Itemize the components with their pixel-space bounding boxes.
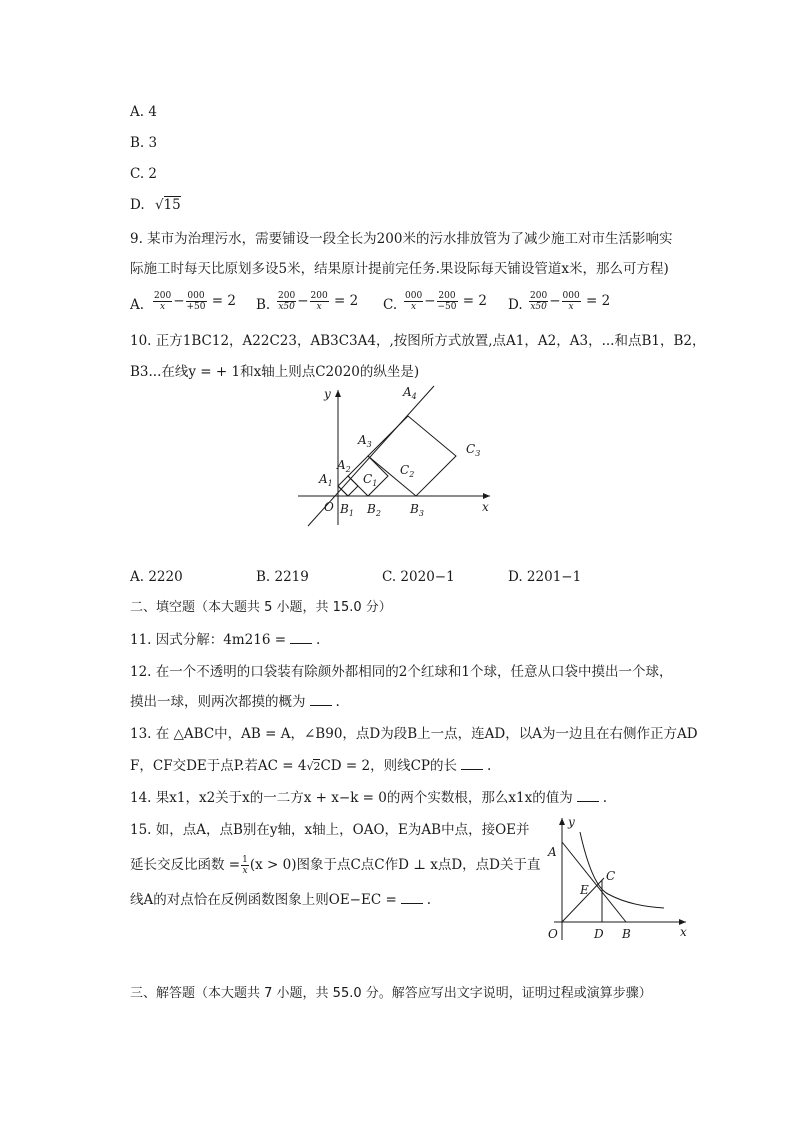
y-axis-arrow	[335, 390, 341, 397]
q10-option-c: C. 2020−1	[382, 569, 455, 585]
fig10-label-a1: $A_1$	[319, 472, 333, 488]
q9-opt-a-expr: $\frac{200}{x}$ − $\frac{000}{+50}$ = 2	[154, 291, 236, 312]
fig10-label-b3: $B_3$	[410, 502, 424, 518]
fig10-label-b1: $B_1$	[340, 502, 354, 518]
q13-line2-b: CD = 2，则线CP的长	[320, 758, 458, 774]
fig15-label-a: A	[548, 845, 557, 859]
fig15-label-e: E	[580, 883, 589, 897]
q15-period: .	[426, 892, 432, 908]
q9-opt-c-label: C.	[383, 297, 398, 313]
q10-figure	[290, 382, 500, 528]
q13-line2-a: F，CF交DE于点P.若AC = 4	[130, 758, 307, 774]
q13-blank	[461, 757, 483, 770]
q9-opt-b-expr: $\frac{200}{x50}$ − $\frac{200}{x}$ = 2	[278, 291, 359, 312]
fig15-label-b: B	[622, 927, 631, 941]
fig15-label-c: C	[606, 869, 616, 883]
fig15-y-axis-arrow	[559, 818, 565, 825]
fig10-label-o: O	[324, 500, 334, 514]
fig10-label-c1: $C_1$	[363, 472, 378, 488]
q14	[130, 789, 607, 807]
q10-option-b: B. 2219	[256, 569, 309, 585]
option-b: B. 3	[130, 135, 158, 151]
q9-opt-d-label: D.	[508, 297, 523, 313]
q10-option-d: D. 2201−1	[508, 569, 582, 585]
section-3-heading: 三、解答题（本大题共 7 小题，共 55.0 分。解答应写出文字说明，证明过程或演算步骤）	[130, 986, 652, 1001]
q13-line1: 13. 在 △ABC中，AB = A，∠B90，点D为段B上一点，连AD，以A为一边且在右侧作正方AD	[130, 726, 698, 742]
q14-text: 14. 果x1，x2关于x的一二方x + x−k = 0的两个实数根，那么x1x的值为	[130, 790, 573, 806]
q12-line2-text: 摸出一球，则两次都摸的概为	[130, 694, 306, 710]
q12-blank	[310, 693, 332, 706]
q13-sqrt-value: 2	[313, 760, 321, 773]
option-a: A. 4	[130, 104, 157, 120]
q11-period: .	[316, 632, 321, 648]
q12-period: .	[335, 694, 340, 710]
option-c: C. 2	[130, 166, 158, 182]
q15-line2	[130, 855, 541, 879]
fig15-segment-ab	[562, 842, 626, 922]
fig15-label-x: x	[680, 925, 687, 939]
q9-line1: 9. 某市为治理污水，需要铺设一段全长为200米的污水排放管为了减少施工对市生活影响实	[130, 231, 673, 247]
square-3	[368, 416, 456, 496]
q15-line3	[130, 891, 431, 909]
fig10-label-a4: $A_4$	[403, 385, 417, 401]
q9-opt-a-label: A.	[130, 297, 145, 313]
option-d-label: D.	[130, 197, 145, 213]
fig15-label-y: y	[568, 815, 575, 829]
sqrt-symbol: √	[154, 197, 164, 213]
q9-line2: 际施工时每天比原划多设5米，结果原计提前完任务.果设际每天铺设管道x米，那么可方程)	[130, 261, 669, 277]
q13-line2	[130, 757, 491, 776]
x-axis-arrow	[483, 493, 490, 499]
q15-line2-b: (x > 0)图象于点C点C作D ⊥ x点D，点D关于直	[249, 857, 541, 873]
q15-line1: 15. 如，点A，点B别在y轴，x轴上，OAO，E为AB中点，接OE并	[130, 822, 530, 838]
q11	[130, 631, 320, 649]
fig15-label-o: O	[548, 927, 558, 941]
fig10-label-b2: $B_2$	[367, 502, 381, 518]
q15-line3-text: 线A的对点恰在反例函数图象上则OE−EC =	[130, 892, 397, 908]
q10-line2: B3...在线y = + 1和x轴上则点C2020的纵坐是)	[130, 364, 420, 380]
q11-blank	[290, 631, 312, 644]
q12-line1: 12. 在一个不透明的口袋装有除颜外都相同的2个红球和1个球，任意从口袋中摸出一个球，	[130, 664, 673, 680]
q9-opt-c-expr: $\frac{000}{x}$ − $\frac{200}{-50}$ = 2	[405, 291, 487, 312]
q14-blank	[577, 789, 599, 802]
option-d	[130, 196, 181, 214]
fig10-label-a2: $A_2$	[337, 458, 351, 474]
q15-blank	[401, 891, 423, 904]
fig10-label-y: y	[324, 387, 331, 401]
q12-line2	[130, 693, 340, 711]
q14-period: .	[602, 790, 607, 806]
q9-opt-d-expr: $\frac{200}{x50}$ − $\frac{000}{x}$ = 2	[530, 291, 611, 312]
fig15-hyperbola	[580, 832, 664, 908]
q13-period: .	[487, 758, 492, 774]
q15-figure	[540, 812, 700, 942]
fig10-label-x: x	[482, 500, 489, 514]
q13-sqrt-symbol: √	[306, 760, 314, 773]
q15-fraction: $\frac{1}{x}$	[242, 855, 248, 876]
q9-opt-b-label: B.	[256, 297, 271, 313]
q10-option-a: A. 2220	[130, 569, 183, 585]
fig15-label-d: D	[594, 927, 604, 941]
fig10-label-c3: $C_3$	[466, 442, 481, 458]
q15-line2-a: 延长交反比函数 =	[130, 857, 241, 873]
section-2-heading: 二、填空题（本大题共 5 小题，共 15.0 分）	[130, 600, 392, 615]
fig10-label-a3: $A_3$	[358, 433, 372, 449]
fig10-label-c2: $C_2$	[400, 463, 415, 479]
q11-text: 11. 因式分解：4m216 =	[130, 632, 287, 648]
square-1	[338, 476, 358, 496]
q10-line1: 10. 正方1BC12，A22C23，AB3C3A4，,按图所方式放置,点A1，A2，A3，...和点B1，B2，	[130, 333, 706, 349]
sqrt-value: 15	[163, 197, 181, 213]
